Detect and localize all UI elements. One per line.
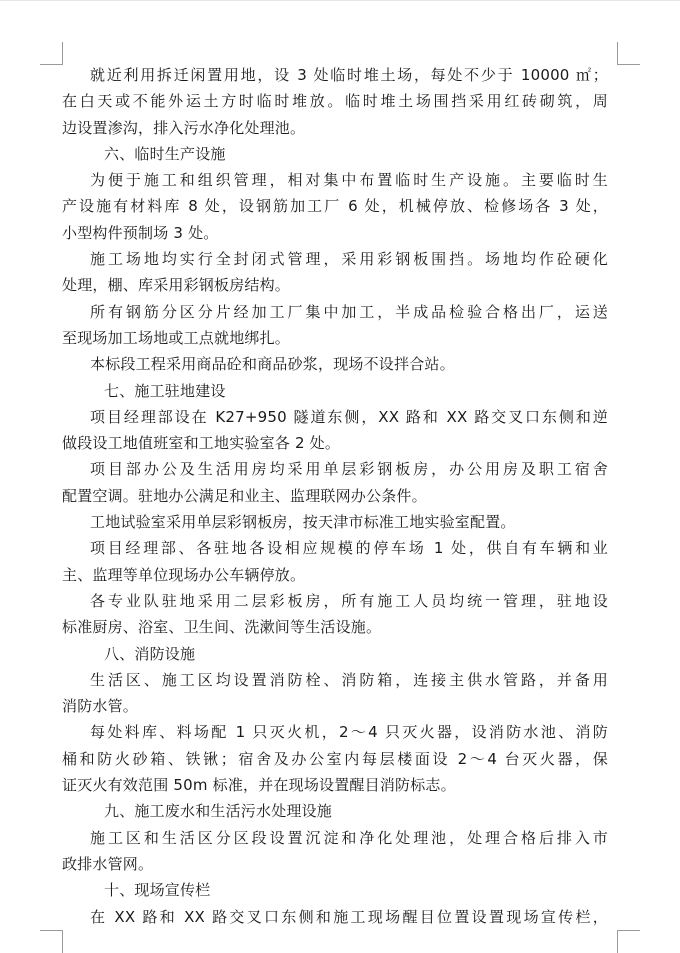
margin-corner-top-left: [40, 42, 63, 65]
paragraph-line: 做段设工地值班室和工地实验室各 2 处。: [62, 434, 341, 453]
paragraph-line: 小型构件预制场 3 处。: [62, 223, 219, 242]
paragraph-line: 项目部办公及生活用房均采用单层彩钢板房，办公用房及职工宿舍: [90, 460, 608, 479]
paragraph-line: 为便于施工和组织管理，相对集中布置临时生产设施。主要临时生: [90, 171, 608, 190]
section-heading: 十、现场宣传栏: [104, 881, 211, 900]
paragraph-line: 政排水管网。: [62, 854, 154, 873]
section-heading: 六、临时生产设施: [104, 144, 226, 163]
paragraph-line: 本标段工程采用商品砼和商品砂浆，现场不设拌合站。: [90, 355, 455, 374]
paragraph-line: 标准厨房、浴室、卫生间、洗漱间等生活设施。: [62, 618, 382, 637]
paragraph-line: 项目经理部设在 K27+950 隧道东侧，XX 路和 XX 路交叉口东侧和逆: [90, 407, 608, 426]
paragraph-line: 各专业队驻地采用二层彩板房，所有施工人员均统一管理，驻地设: [90, 591, 608, 610]
paragraph-line: 每处料库、料场配 1 只灭火机，2～4 只灭火器，设消防水池、消防: [90, 723, 608, 742]
paragraph-line: 施工场地均实行全封闭式管理，采用彩钢板围挡。场地均作砼硬化: [90, 250, 608, 269]
window-top-border: [0, 0, 680, 1]
section-heading: 八、消防设施: [104, 644, 196, 663]
paragraph-line: 生活区、施工区均设置消防栓、消防箱，连接主供水管路，并备用: [90, 670, 608, 689]
paragraph-line: 项目经理部、各驻地各设相应规模的停车场 1 处，供自有车辆和业: [90, 539, 608, 558]
paragraph-line: 所有钢筋分区分片经加工厂集中加工，半成品检验合格出厂，运送: [90, 302, 608, 321]
paragraph-line: 主、监理等单位现场办公车辆停放。: [62, 565, 306, 584]
paragraph-line: 在白天或不能外运土方时临时堆放。临时堆土场围挡采用红砖砌筑，周: [62, 92, 608, 111]
paragraph-line: 就近利用拆迁闲置用地，设 3 处临时堆土场，每处不少于 10000 ㎡；: [90, 66, 608, 84]
paragraph-line: 桶和防火砂箱、铁锹；宿舍及办公室内每层楼面设 2～4 台灭火器，保: [62, 749, 608, 768]
paragraph-line: 处理，棚、库采用彩钢板房结构。: [62, 276, 291, 295]
section-heading: 九、施工废水和生活污水处理设施: [104, 802, 333, 821]
paragraph-line: 证灭火有效范围 50m 标准，并在现场设置醒目消防标志。: [62, 776, 456, 795]
section-heading: 七、施工驻地建设: [104, 381, 226, 400]
paragraph-line: 消防水管。: [62, 697, 139, 716]
margin-corner-top-right: [617, 42, 640, 65]
paragraph-line: 至现场加工场地或工点就地绑扎。: [62, 328, 291, 347]
paragraph-line: 工地试验室采用单层彩钢板房，按天津市标准工地实验室配置。: [90, 513, 516, 532]
paragraph-line: 边设置渗沟，排入污水净化处理池。: [62, 118, 306, 137]
paragraph-line: 在 XX 路和 XX 路交叉口东侧和施工现场醒目位置设置现场宣传栏，: [90, 907, 608, 926]
paragraph-line: 产设施有材料库 8 处，设钢筋加工厂 6 处，机械停放、检修场各 3 处，: [62, 197, 608, 216]
paragraph-line: 施工区和生活区分区段设置沉淀和净化处理池，处理合格后排入市: [90, 828, 608, 847]
paragraph-line: 配置空调。驻地办公满足和业主、监理联网办公条件。: [62, 486, 427, 505]
document-body: [62, 62, 608, 930]
